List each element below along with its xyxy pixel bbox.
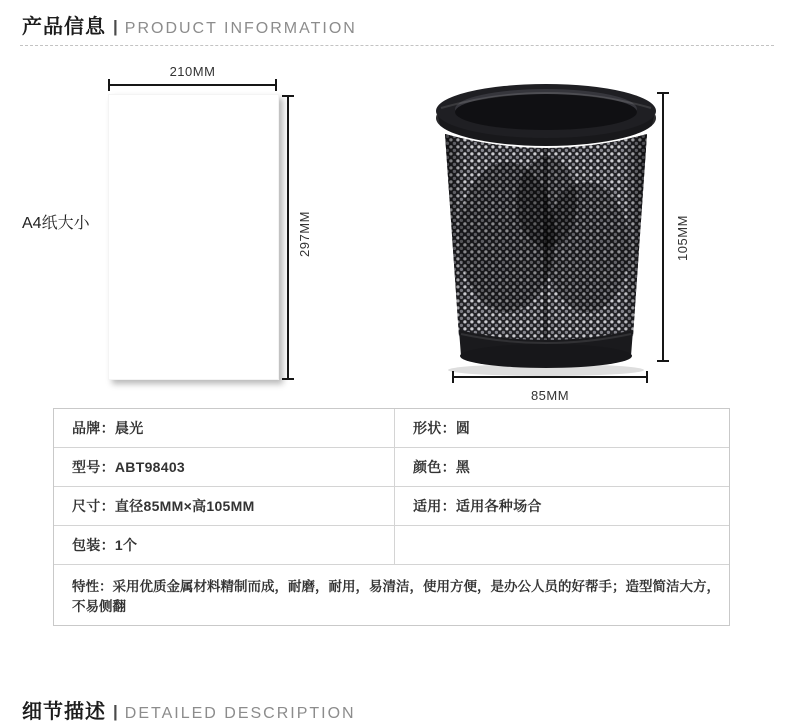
spec-cell-empty [395, 526, 729, 565]
a4-size-label: A4纸大小 [22, 215, 90, 232]
pen-holder-image [435, 82, 657, 378]
spec-cell-brand: 品牌：晨光 [54, 409, 395, 448]
spec-table [53, 408, 730, 626]
footer-title-en: DETAILED DESCRIPTION [124, 705, 356, 722]
detailed-description-header [22, 699, 356, 727]
header-dashed-divider [20, 45, 774, 46]
paper-width-dim-label: 210MM [169, 64, 216, 79]
header-title-cn: 产品信息 [22, 16, 106, 38]
holder-diameter-dim-line [452, 376, 648, 378]
header-separator: | [113, 17, 118, 36]
footer-title-cn: 细节描述 [22, 701, 106, 723]
spec-cell-model: 型号：ABT98403 [54, 448, 395, 487]
spec-cell-shape: 形状：圆 [395, 409, 729, 448]
paper-width-dim-line [108, 84, 277, 86]
spec-cell-size: 尺寸：直径85MM×高105MM [54, 487, 395, 526]
paper-height-dim-label: 297MM [297, 211, 312, 257]
header-title-en: PRODUCT INFORMATION [124, 20, 357, 37]
holder-diameter-dim-label: 85MM [530, 388, 570, 403]
footer-separator: | [113, 702, 118, 721]
spec-cell-color: 颜色：黑 [395, 448, 729, 487]
a4-paper-shape [108, 94, 279, 380]
paper-height-dim-line [287, 95, 289, 380]
product-info-header [22, 14, 357, 42]
spec-cell-package: 包装：1个 [54, 526, 395, 565]
holder-height-dim-line [662, 92, 664, 362]
spec-cell-usage: 适用：适用各种场合 [395, 487, 729, 526]
spec-cell-feature: 特性：采用优质金属材料精制而成，耐磨，耐用，易清洁，使用方便，是办公人员的好帮手；造型简洁大方，不易侧翻 [72, 579, 720, 614]
holder-height-dim-label: 105MM [675, 215, 690, 261]
